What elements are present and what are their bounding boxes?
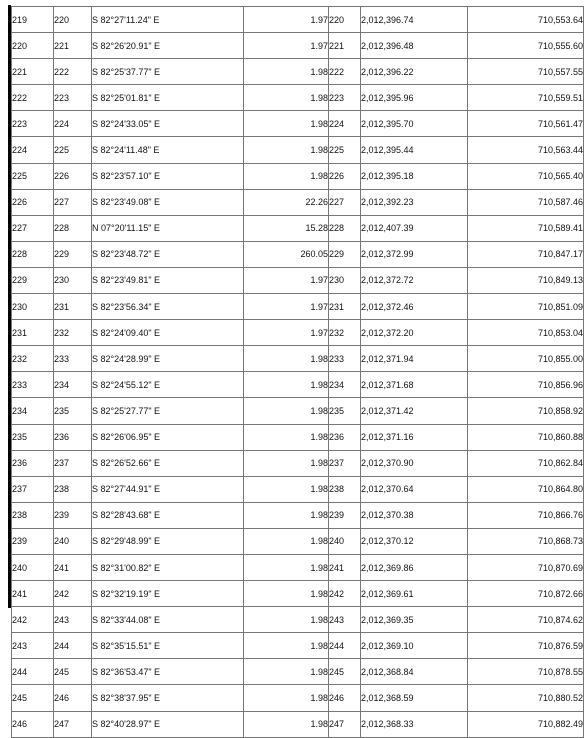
cell-coordinate-y: 2,012,370.90 — [361, 450, 468, 476]
cell-station-to: 246 — [54, 685, 92, 711]
cell-bearing: S 82°23'49.81" E — [92, 267, 244, 293]
cell-coordinate-y: 2,012,396.48 — [361, 33, 468, 59]
cell-station-from: 235 — [12, 424, 54, 450]
cell-coordinate-x: 710,855.00 — [468, 346, 584, 372]
cell-vertex: 240 — [329, 528, 361, 554]
cell-station-from: 240 — [12, 554, 54, 580]
cell-vertex: 238 — [329, 476, 361, 502]
cell-coordinate-x: 710,553.64 — [468, 7, 584, 33]
cell-vertex: 226 — [329, 163, 361, 189]
cell-distance: 1.98 — [244, 554, 329, 580]
cell-coordinate-x: 710,874.62 — [468, 607, 584, 633]
cell-vertex: 237 — [329, 450, 361, 476]
cell-coordinate-y: 2,012,395.44 — [361, 137, 468, 163]
cell-coordinate-y: 2,012,368.84 — [361, 659, 468, 685]
cell-coordinate-y: 2,012,369.86 — [361, 554, 468, 580]
cell-vertex: 230 — [329, 267, 361, 293]
cell-distance: 1.98 — [244, 607, 329, 633]
cell-distance: 1.98 — [244, 163, 329, 189]
cell-station-to: 234 — [54, 372, 92, 398]
cell-bearing: S 82°24'11.48" E — [92, 137, 244, 163]
table-row — [12, 554, 584, 580]
cell-station-from: 230 — [12, 294, 54, 320]
cell-vertex: 229 — [329, 241, 361, 267]
cell-station-from: 243 — [12, 633, 54, 659]
cell-coordinate-y: 2,012,368.33 — [361, 711, 468, 737]
cell-coordinate-x: 710,880.52 — [468, 685, 584, 711]
table-body — [12, 7, 584, 738]
cell-station-to: 237 — [54, 450, 92, 476]
cell-station-to: 236 — [54, 424, 92, 450]
table-row — [12, 320, 584, 346]
cell-coordinate-y: 2,012,369.35 — [361, 607, 468, 633]
cell-station-from: 232 — [12, 346, 54, 372]
cell-bearing: S 82°24'33.05" E — [92, 111, 244, 137]
cell-coordinate-y: 2,012,396.22 — [361, 59, 468, 85]
cell-coordinate-y: 2,012,369.61 — [361, 581, 468, 607]
cell-station-from: 226 — [12, 189, 54, 215]
cell-vertex: 227 — [329, 189, 361, 215]
table-row — [12, 528, 584, 554]
cell-distance: 1.98 — [244, 111, 329, 137]
cell-station-from: 219 — [12, 7, 54, 33]
cell-coordinate-y: 2,012,370.64 — [361, 476, 468, 502]
cell-coordinate-x: 710,559.51 — [468, 85, 584, 111]
cell-bearing: S 82°23'49.08" E — [92, 189, 244, 215]
cell-distance: 22.26 — [244, 189, 329, 215]
cell-distance: 1.98 — [244, 346, 329, 372]
cell-station-to: 222 — [54, 59, 92, 85]
table-row — [12, 372, 584, 398]
cell-station-from: 234 — [12, 398, 54, 424]
cell-station-to: 229 — [54, 241, 92, 267]
cell-station-from: 229 — [12, 267, 54, 293]
table-row — [12, 241, 584, 267]
cell-coordinate-x: 710,866.76 — [468, 502, 584, 528]
cell-station-from: 231 — [12, 320, 54, 346]
cell-bearing: S 82°31'00.82" E — [92, 554, 244, 580]
cell-station-to: 228 — [54, 215, 92, 241]
cell-distance: 1.98 — [244, 502, 329, 528]
cell-station-to: 239 — [54, 502, 92, 528]
cell-station-from: 225 — [12, 163, 54, 189]
table-row — [12, 659, 584, 685]
cell-bearing: S 82°25'01.81" E — [92, 85, 244, 111]
cell-coordinate-y: 2,012,370.12 — [361, 528, 468, 554]
cell-vertex: 225 — [329, 137, 361, 163]
cell-distance: 1.98 — [244, 659, 329, 685]
cell-station-from: 233 — [12, 372, 54, 398]
cell-station-to: 244 — [54, 633, 92, 659]
cell-station-to: 230 — [54, 267, 92, 293]
cell-station-to: 231 — [54, 294, 92, 320]
cell-bearing: S 82°28'43.68" E — [92, 502, 244, 528]
cell-vertex: 224 — [329, 111, 361, 137]
cell-vertex: 222 — [329, 59, 361, 85]
cell-coordinate-x: 710,858.92 — [468, 398, 584, 424]
cell-bearing: S 82°24'55.12" E — [92, 372, 244, 398]
table-row — [12, 59, 584, 85]
cell-coordinate-x: 710,557.55 — [468, 59, 584, 85]
cell-vertex: 241 — [329, 554, 361, 580]
cell-coordinate-y: 2,012,407.39 — [361, 215, 468, 241]
cell-distance: 1.98 — [244, 59, 329, 85]
cell-distance: 1.98 — [244, 450, 329, 476]
cell-bearing: S 82°25'27.77" E — [92, 398, 244, 424]
cell-coordinate-x: 710,856.96 — [468, 372, 584, 398]
table-row — [12, 476, 584, 502]
cell-bearing: S 82°27'44.91" E — [92, 476, 244, 502]
cell-distance: 1.97 — [244, 7, 329, 33]
cell-vertex: 244 — [329, 633, 361, 659]
cell-coordinate-y: 2,012,372.99 — [361, 241, 468, 267]
cell-coordinate-x: 710,849.13 — [468, 267, 584, 293]
cell-station-from: 228 — [12, 241, 54, 267]
cell-vertex: 221 — [329, 33, 361, 59]
cell-station-to: 241 — [54, 554, 92, 580]
cell-station-to: 240 — [54, 528, 92, 554]
cell-bearing: S 82°38'37.95" E — [92, 685, 244, 711]
cell-coordinate-y: 2,012,368.59 — [361, 685, 468, 711]
cell-coordinate-y: 2,012,372.46 — [361, 294, 468, 320]
cell-bearing: S 82°24'28.99" E — [92, 346, 244, 372]
cell-bearing: S 82°23'48.72" E — [92, 241, 244, 267]
cell-vertex: 242 — [329, 581, 361, 607]
cell-vertex: 234 — [329, 372, 361, 398]
cell-distance: 1.98 — [244, 581, 329, 607]
cell-bearing: S 82°26'52.66" E — [92, 450, 244, 476]
cell-bearing: S 82°26'20.91" E — [92, 33, 244, 59]
table-row — [12, 189, 584, 215]
cell-distance: 1.98 — [244, 398, 329, 424]
cell-vertex: 223 — [329, 85, 361, 111]
cell-vertex: 245 — [329, 659, 361, 685]
cell-station-to: 225 — [54, 137, 92, 163]
cell-station-from: 241 — [12, 581, 54, 607]
cell-station-to: 226 — [54, 163, 92, 189]
cell-coordinate-y: 2,012,370.38 — [361, 502, 468, 528]
cell-coordinate-y: 2,012,395.96 — [361, 85, 468, 111]
cell-coordinate-y: 2,012,372.72 — [361, 267, 468, 293]
cell-vertex: 239 — [329, 502, 361, 528]
cell-distance: 1.97 — [244, 320, 329, 346]
cell-station-to: 223 — [54, 85, 92, 111]
cell-distance: 1.98 — [244, 372, 329, 398]
cell-coordinate-x: 710,876.59 — [468, 633, 584, 659]
cell-station-from: 246 — [12, 711, 54, 737]
table-row — [12, 607, 584, 633]
cell-coordinate-x: 710,882.49 — [468, 711, 584, 737]
cell-distance: 1.98 — [244, 476, 329, 502]
cell-vertex: 233 — [329, 346, 361, 372]
cell-coordinate-x: 710,563.44 — [468, 137, 584, 163]
cell-coordinate-x: 710,589.41 — [468, 215, 584, 241]
cell-coordinate-y: 2,012,371.16 — [361, 424, 468, 450]
cell-station-from: 224 — [12, 137, 54, 163]
cell-bearing: S 82°25'37.77" E — [92, 59, 244, 85]
cell-distance: 1.97 — [244, 33, 329, 59]
cell-station-from: 227 — [12, 215, 54, 241]
cell-bearing: S 82°26'06.95" E — [92, 424, 244, 450]
table-row — [12, 398, 584, 424]
cell-vertex: 231 — [329, 294, 361, 320]
cell-coordinate-x: 710,847.17 — [468, 241, 584, 267]
cell-distance: 1.97 — [244, 267, 329, 293]
cell-bearing: S 82°27'11.24" E — [92, 7, 244, 33]
cell-coordinate-y: 2,012,371.42 — [361, 398, 468, 424]
table-row — [12, 685, 584, 711]
cell-station-to: 235 — [54, 398, 92, 424]
cell-bearing: S 82°32'19.19" E — [92, 581, 244, 607]
cell-bearing: S 82°23'56.34" E — [92, 294, 244, 320]
cell-vertex: 232 — [329, 320, 361, 346]
cell-coordinate-y: 2,012,396.74 — [361, 7, 468, 33]
cell-station-to: 232 — [54, 320, 92, 346]
cell-station-to: 243 — [54, 607, 92, 633]
cell-coordinate-y: 2,012,369.10 — [361, 633, 468, 659]
table-row — [12, 502, 584, 528]
cell-distance: 260.05 — [244, 241, 329, 267]
table-row — [12, 33, 584, 59]
cell-station-from: 239 — [12, 528, 54, 554]
cell-bearing: S 82°33'44.08" E — [92, 607, 244, 633]
cell-coordinate-y: 2,012,395.18 — [361, 163, 468, 189]
cell-station-to: 242 — [54, 581, 92, 607]
cell-distance: 1.98 — [244, 685, 329, 711]
table-row — [12, 633, 584, 659]
table-row — [12, 163, 584, 189]
cell-coordinate-y: 2,012,392.23 — [361, 189, 468, 215]
cell-vertex: 247 — [329, 711, 361, 737]
cell-vertex: 228 — [329, 215, 361, 241]
cell-station-to: 224 — [54, 111, 92, 137]
table-row — [12, 346, 584, 372]
cell-distance: 15.28 — [244, 215, 329, 241]
cell-bearing: S 82°23'57.10" E — [92, 163, 244, 189]
cell-distance: 1.98 — [244, 137, 329, 163]
cell-bearing: S 82°29'48.99" E — [92, 528, 244, 554]
table-row — [12, 267, 584, 293]
table-row — [12, 424, 584, 450]
cell-coordinate-x: 710,860.88 — [468, 424, 584, 450]
table-row — [12, 111, 584, 137]
cell-coordinate-x: 710,868.73 — [468, 528, 584, 554]
cell-coordinate-y: 2,012,371.68 — [361, 372, 468, 398]
cell-station-from: 236 — [12, 450, 54, 476]
cell-vertex: 235 — [329, 398, 361, 424]
table-row — [12, 711, 584, 737]
cell-coordinate-x: 710,870.69 — [468, 554, 584, 580]
cell-bearing: S 82°35'15.51" E — [92, 633, 244, 659]
cell-coordinate-y: 2,012,372.20 — [361, 320, 468, 346]
cell-distance: 1.98 — [244, 528, 329, 554]
cell-coordinate-x: 710,872.66 — [468, 581, 584, 607]
cell-coordinate-y: 2,012,395.70 — [361, 111, 468, 137]
cell-coordinate-x: 710,561.47 — [468, 111, 584, 137]
cell-distance: 1.97 — [244, 294, 329, 320]
cell-station-to: 238 — [54, 476, 92, 502]
table-row — [12, 294, 584, 320]
cell-station-to: 221 — [54, 33, 92, 59]
table-row — [12, 7, 584, 33]
cell-coordinate-x: 710,862.84 — [468, 450, 584, 476]
cell-station-from: 237 — [12, 476, 54, 502]
cell-station-from: 238 — [12, 502, 54, 528]
cell-vertex: 246 — [329, 685, 361, 711]
cell-vertex: 220 — [329, 7, 361, 33]
cell-coordinate-x: 710,864.80 — [468, 476, 584, 502]
cell-coordinate-x: 710,878.55 — [468, 659, 584, 685]
cell-bearing: S 82°40'28.97" E — [92, 711, 244, 737]
cell-station-from: 221 — [12, 59, 54, 85]
table-row — [12, 581, 584, 607]
cell-coordinate-x: 710,555.60 — [468, 33, 584, 59]
cell-coordinate-x: 710,565.40 — [468, 163, 584, 189]
cell-coordinate-y: 2,012,371.94 — [361, 346, 468, 372]
table-row — [12, 137, 584, 163]
cell-bearing: S 82°24'09.40" E — [92, 320, 244, 346]
survey-table — [11, 6, 584, 738]
cell-station-from: 220 — [12, 33, 54, 59]
cell-station-from: 223 — [12, 111, 54, 137]
cell-coordinate-x: 710,853.04 — [468, 320, 584, 346]
cell-distance: 1.98 — [244, 85, 329, 111]
table-row — [12, 450, 584, 476]
cell-station-from: 244 — [12, 659, 54, 685]
cell-station-from: 222 — [12, 85, 54, 111]
table-row — [12, 85, 584, 111]
cell-distance: 1.98 — [244, 633, 329, 659]
cell-station-to: 245 — [54, 659, 92, 685]
cell-station-from: 242 — [12, 607, 54, 633]
cell-bearing: N 07°20'11.15" E — [92, 215, 244, 241]
cell-vertex: 243 — [329, 607, 361, 633]
cell-station-to: 247 — [54, 711, 92, 737]
cell-bearing: S 82°36'53.47" E — [92, 659, 244, 685]
cell-station-to: 220 — [54, 7, 92, 33]
cell-station-to: 233 — [54, 346, 92, 372]
cell-station-to: 227 — [54, 189, 92, 215]
cell-distance: 1.98 — [244, 424, 329, 450]
cell-coordinate-x: 710,587.46 — [468, 189, 584, 215]
cell-coordinate-x: 710,851.09 — [468, 294, 584, 320]
table-row — [12, 215, 584, 241]
cell-station-from: 245 — [12, 685, 54, 711]
cell-vertex: 236 — [329, 424, 361, 450]
cell-distance: 1.98 — [244, 711, 329, 737]
